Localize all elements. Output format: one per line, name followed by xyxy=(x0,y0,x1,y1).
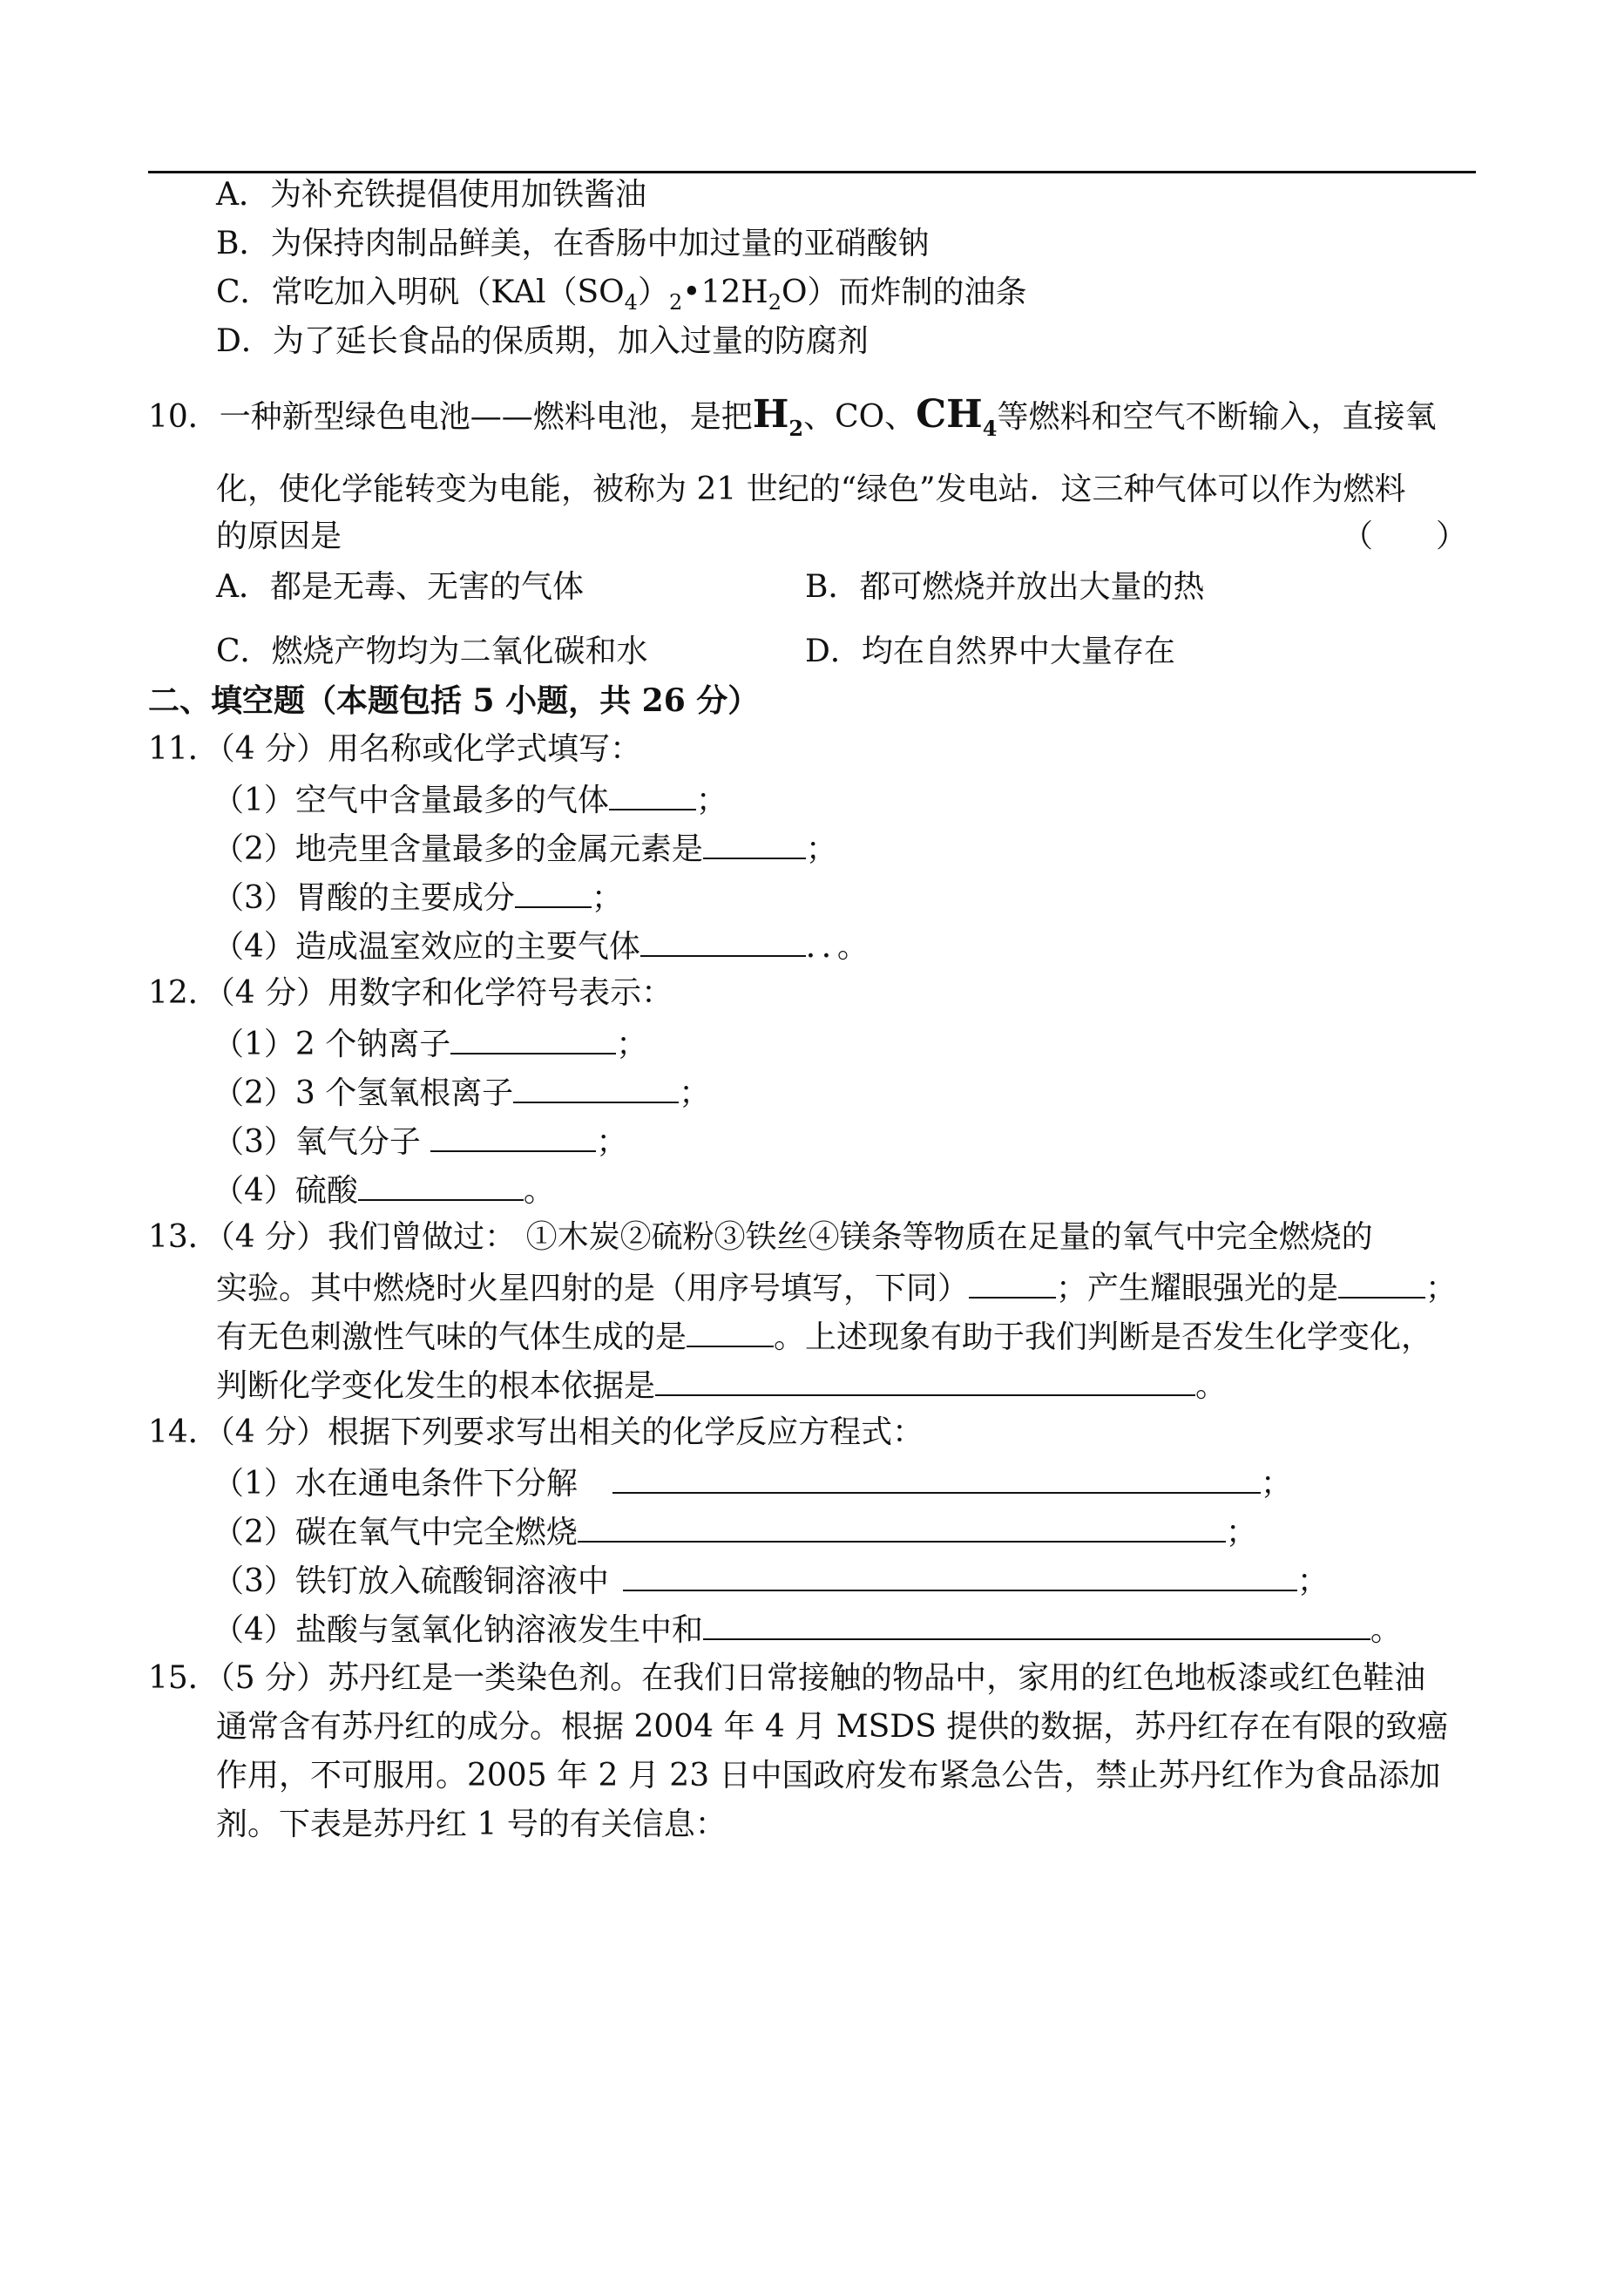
answer-blank[interactable] xyxy=(430,1121,596,1152)
answer-blank[interactable] xyxy=(358,1170,524,1201)
answer-blank[interactable] xyxy=(450,1023,616,1054)
q11-item-3: （3）胃酸的主要成分 ； xyxy=(213,877,623,918)
q12-item-3: （3）氧气分子 ； xyxy=(213,1121,627,1162)
q9-option-b: B．为保持肉制品鲜美，在香肠中加过量的亚硝酸钠 xyxy=(216,226,930,261)
answer-blank[interactable] xyxy=(655,1365,1195,1396)
q13-line2: 实验。其中燃烧时火星四射的是（用序号填写，下同） ；产生耀眼强光的是 ； xyxy=(216,1267,1457,1308)
answer-blank[interactable] xyxy=(640,926,806,957)
q12-item-4: （4）硫酸 。 xyxy=(213,1170,555,1210)
q14-item-4: （4）盐酸与氢氧化钠溶液发生中和 。 xyxy=(213,1609,1402,1650)
q13-line3: 有无色刺激性气味的气体生成的是 。上述现象有助于我们判断是否发生化学变化， xyxy=(216,1316,1432,1357)
answer-blank[interactable] xyxy=(703,828,806,859)
sub-4: 4 xyxy=(624,290,638,315)
q10-line1-post: 等燃料和空气不断输入，直接氧 xyxy=(997,399,1437,435)
q9-option-c xyxy=(216,274,1026,322)
q9-option-c-end: O）而炸制的油条 xyxy=(781,275,1027,310)
q15-line4: 剂。下表是苏丹红 1 号的有关信息： xyxy=(216,1807,727,1842)
sub-2b: 2 xyxy=(768,290,782,315)
q9-option-c-mid2: •12H xyxy=(682,275,768,310)
header-rule xyxy=(148,171,1476,173)
q11-item-1: （1）空气中含量最多的气体 ； xyxy=(213,779,727,820)
section-title: 二、填空题（本题包括 5 小题，共 26 分） xyxy=(148,682,760,719)
answer-blank[interactable] xyxy=(609,779,696,810)
q12-item-2: （2）3 个氢氧根离子 ； xyxy=(213,1072,710,1113)
q10-line1 xyxy=(148,392,1437,448)
answer-blank[interactable] xyxy=(515,877,592,908)
q11-item-4: （4）造成温室效应的主要气体 ．．。 xyxy=(213,926,869,966)
q10-option-a: A．都是无毒、无害的气体 xyxy=(216,569,584,605)
q10-line3: 的原因是 xyxy=(216,519,342,554)
formula-h2: $H_2$ xyxy=(752,392,804,441)
q9-option-c-mid: ） xyxy=(637,275,669,310)
answer-blank[interactable] xyxy=(703,1609,1370,1640)
sub-2: 2 xyxy=(668,290,683,315)
q10-line2: 化，使化学能转变为电能，被称为 21 世纪的“绿色”发电站．这三种气体可以作为燃料 xyxy=(216,471,1406,507)
q9-option-c-pre: C．常吃加入明矾（KAl（SO xyxy=(216,275,625,310)
q9-option-a: A．为补充铁提倡使用加铁酱油 xyxy=(216,177,646,213)
answer-blank[interactable] xyxy=(969,1267,1056,1299)
answer-blank[interactable] xyxy=(578,1511,1226,1543)
q11-stem: 11．（4 分）用名称或化学式填写： xyxy=(148,731,642,767)
q12-item-1: （1）2 个钠离子 ； xyxy=(213,1023,647,1064)
q13-line4: 判断化学变化发生的根本依据是 。 xyxy=(216,1365,1227,1406)
q14-item-1: （1）水在通电条件下分解 ； xyxy=(213,1462,1292,1503)
q14-stem: 14．（4 分）根据下列要求写出相关的化学反应方程式： xyxy=(148,1414,924,1450)
q13-line1: 13．（4 分）我们曾做过： ①木炭②硫粉③铁丝④镁条等物质在足量的氧气中完全燃烧的 xyxy=(148,1219,1373,1255)
q12-stem: 12．（4 分）用数字和化学符号表示： xyxy=(148,975,673,1011)
q15-line1: 15．（5 分）苏丹红是一类染色剂。在我们日常接触的物品中，家用的红色地板漆或红色鞋油 xyxy=(148,1660,1426,1696)
q10-option-c: C．燃烧产物均为二氧化碳和水 xyxy=(216,634,648,669)
formula-ch4: $CH_4$ xyxy=(916,392,998,441)
q14-item-3: （3）铁钉放入硫酸铜溶液中 ； xyxy=(213,1560,1329,1601)
q10-line1-pre: 10．一种新型绿色电池——燃料电池，是把 xyxy=(148,399,753,435)
answer-blank[interactable] xyxy=(1338,1267,1425,1299)
answer-blank[interactable] xyxy=(513,1072,679,1103)
q14-item-2: （2）碳在氧气中完全燃烧 ； xyxy=(213,1511,1257,1552)
q15-line3: 作用，不可服用。2005 年 2 月 23 日中国政府发布紧急公告，禁止苏丹红作为食品添加 xyxy=(216,1758,1441,1794)
q10-option-d: D．均在自然界中大量存在 xyxy=(805,634,1175,669)
q15-line2: 通常含有苏丹红的成分。根据 2004 年 4 月 MSDS 提供的数据，苏丹红存在有限的致癌 xyxy=(216,1709,1449,1745)
q11-item-2: （2）地壳里含量最多的金属元素是 ； xyxy=(213,828,837,869)
q10-option-b: B．都可燃烧并放出大量的热 xyxy=(805,569,1205,605)
answer-blank[interactable] xyxy=(623,1560,1297,1591)
answer-blank[interactable] xyxy=(612,1462,1261,1494)
answer-blank[interactable] xyxy=(687,1316,774,1347)
q9-option-d: D．为了延长食品的保质期，加入过量的防腐剂 xyxy=(216,323,869,359)
q10-answer-paren: （ ） xyxy=(1342,519,1468,554)
q10-line1-mid: 、CO、 xyxy=(803,399,917,435)
